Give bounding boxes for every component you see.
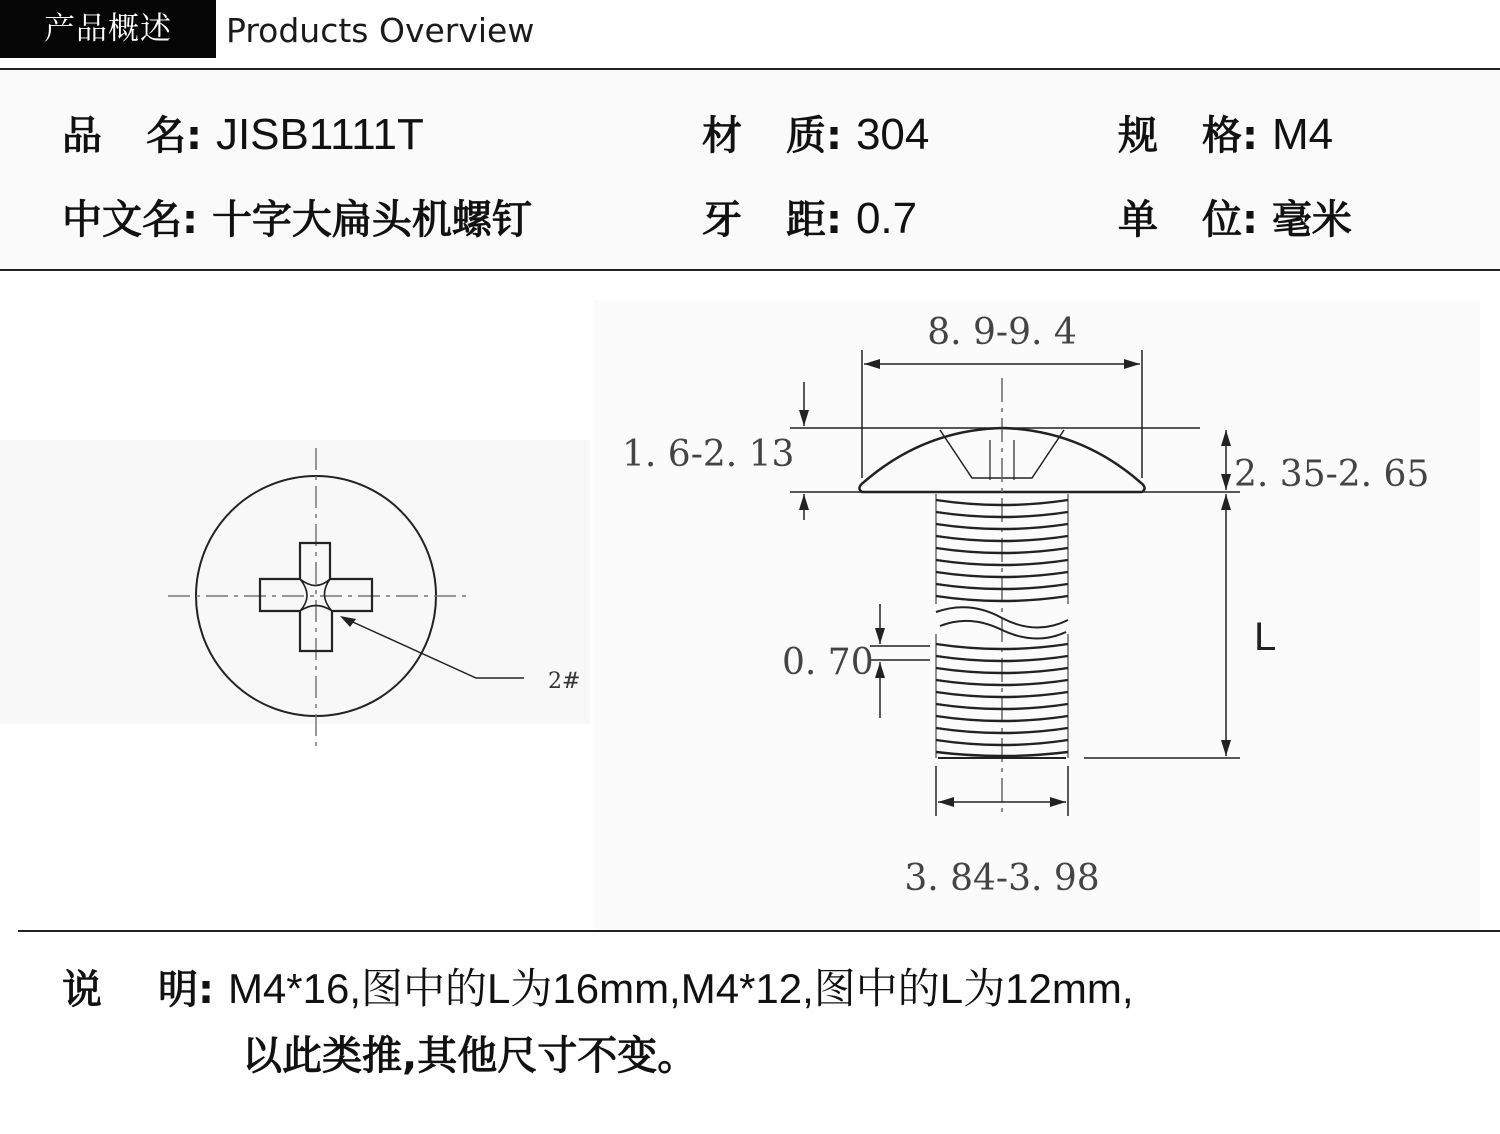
spec-size-value: M4 [1271,110,1334,159]
dim-thread-diameter: 3. 84-3. 98 [904,858,1100,899]
dim-pitch: 0. 70 [782,642,874,683]
spec-pitch-label: 牙 距: [702,197,842,243]
spec-cn-name-value: 十字大扁头机螺钉 [211,197,532,243]
side-view-drawing [790,350,1240,816]
note-text-1: M4*16,图中的L为16mm,M4*12,图中的L为12mm, [227,965,1134,1012]
dim-head-diameter: 8. 9-9. 4 [927,312,1077,353]
spec-pitch-value: 0.7 [855,194,918,243]
drive-size-label: 2# [548,669,581,694]
section-title-cn: 产品概述 [0,0,216,58]
spec-cn-name-label: 中文名: [62,197,198,243]
dim-length: L [1254,615,1277,659]
note-label: 说 明: [62,967,214,1013]
dim-total-head: 2. 35-2. 65 [1234,454,1430,495]
spec-size-label: 规 格: [1118,113,1258,159]
spec-unit-value: 毫米 [1271,197,1352,243]
top-view-drawing [168,448,524,746]
spec-name-value: JISB1111T [215,110,424,159]
spec-material-label: 材 质: [702,113,842,159]
drawing-divider [18,930,1500,932]
spec-unit-label: 单 位: [1118,197,1258,243]
spec-name-label: 品 名: [62,113,202,159]
spec-material-value: 304 [855,110,930,159]
section-title-en: Products Overview [226,11,535,50]
note-line-2 [242,1024,697,1081]
note-text-2: 以此类推,其他尺寸不变。 [242,1033,698,1079]
note-line-1 [62,956,1134,1016]
dim-head-height: 1. 6-2. 13 [622,434,795,475]
